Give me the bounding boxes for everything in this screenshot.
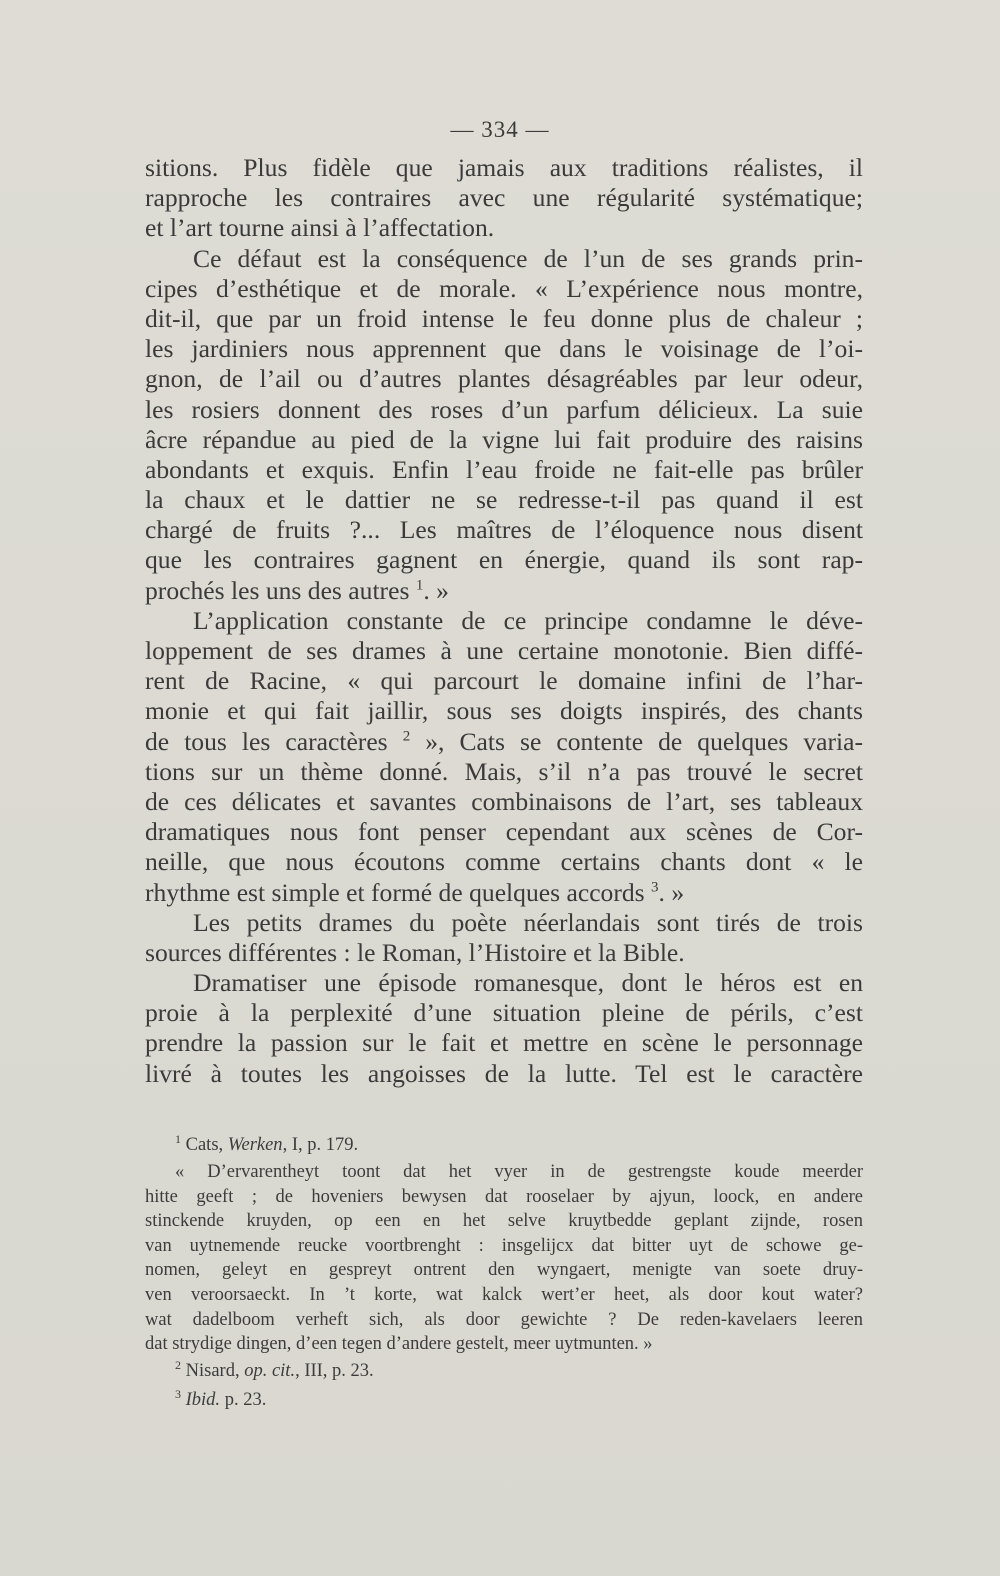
body-line: et l’art tourne ainsi à l’affectation. bbox=[145, 213, 495, 243]
footnote-1-quote-line: nomen, geleyt en gespreyt ontrent den wyngaert, menigte van soete druy- bbox=[145, 1260, 863, 1281]
body-line: Les petits drames du poète néerlandais sont tirés de trois bbox=[193, 907, 863, 937]
body-line-text: rhythme est simple et formé de quelques accords bbox=[145, 877, 645, 907]
body-line: de ces délicates et savantes combinaisons de l’art, ses tableaux bbox=[145, 786, 863, 816]
footnote-1-quote-line: wat dadelboom verheft sich, als door gewichte ? De reden-kavelaers leeren bbox=[145, 1309, 863, 1330]
body-line-tail: . » bbox=[658, 877, 685, 907]
body-line: dramatiques nous font penser cependant aux scènes de Cor- bbox=[145, 817, 863, 847]
footnote-1-quote-line: stinckende kruyden, op een en het selve kruytbedde geplant zijnde, rosen bbox=[145, 1211, 863, 1232]
body-line: Ce défaut est la conséquence de l’un de ses grands prin- bbox=[193, 243, 863, 273]
footnote-3-ref: p. 23. bbox=[220, 1389, 267, 1410]
footnote-2-work: op. cit. bbox=[244, 1360, 296, 1381]
body-line: livré à toutes les angoisses de la lutte. Tel est le caractère bbox=[145, 1058, 863, 1088]
body-line-with-footnote bbox=[145, 878, 863, 908]
footnote-3 bbox=[145, 1388, 863, 1415]
body-line-with-footnote bbox=[145, 727, 863, 757]
body-line-text: prochés les uns des autres bbox=[145, 575, 410, 605]
footnote-3-work: Ibid. bbox=[185, 1389, 221, 1410]
body-line: dit-il, que par un froid intense le feu donne plus de chaleur ; bbox=[145, 303, 863, 333]
body-line: L’application constante de ce principe condamne le déve- bbox=[193, 605, 863, 635]
body-line: neille, que nous écoutons comme certains chants dont « le bbox=[145, 847, 863, 877]
body-line: gnon, de l’ail ou d’autres plantes désagréables par leur odeur, bbox=[145, 364, 863, 394]
footnote-1-quote-line: ven veroorsaeckt. In ’t korte, wat kalck wert’er heet, als door kout water? bbox=[145, 1284, 863, 1305]
footnote-1-quote-line: hitte geeft ; de hoveniers bewysen dat rooselaer by ajyun, loock, en andere bbox=[145, 1186, 863, 1207]
footnote-2 bbox=[145, 1359, 863, 1386]
body-line: que les contraires gagnent en énergie, quand ils sont rap- bbox=[145, 545, 863, 575]
body-line: âcre répandue au pied de la vigne lui fait produire des raisins bbox=[145, 424, 863, 454]
body-line: prendre la passion sur le fait et mettre en scène le personnage bbox=[145, 1028, 863, 1058]
footnote-1-quote-line: dat strydige dingen, d’een tegen d’andere gestelt, meer uytmunten. » bbox=[145, 1334, 653, 1355]
body-line-tail: », Cats se contente de quelques varia- bbox=[410, 726, 863, 756]
body-line-with-footnote bbox=[145, 576, 863, 606]
body-line-tail: . » bbox=[423, 575, 449, 605]
body-line: les jardiniers nous apprennent que dans le voisinage de l’oi- bbox=[145, 334, 863, 364]
footnotes bbox=[145, 1133, 863, 1415]
footnote-1-heading bbox=[145, 1133, 863, 1160]
body-line: rapproche les contraires avec une régularité systématique; bbox=[145, 183, 863, 213]
body-line: rent de Racine, « qui parcourt le domaine infini de l’har- bbox=[145, 666, 863, 696]
footnote-ref-3: 3 bbox=[651, 878, 659, 895]
body-line: proie à la perplexité d’une situation pleine de périls, c’est bbox=[145, 998, 863, 1028]
footnote-2-author: Nisard, bbox=[185, 1360, 245, 1381]
footnote-1-author: Cats, bbox=[185, 1135, 228, 1155]
footnote-1-quote-line: van uytnemende reucke voortbrenght : insgelijcx dat bitter uyt de schowe ge- bbox=[145, 1235, 863, 1256]
footnote-1-marker: 1 bbox=[175, 1131, 181, 1146]
footnote-2-marker: 2 bbox=[175, 1357, 181, 1372]
body-line: Dramatiser une épisode romanesque, dont le héros est en bbox=[193, 968, 863, 998]
body-line: loppement de ses drames à une certaine monotonie. Bien diffé- bbox=[145, 636, 863, 665]
body-line: tions sur un thème donné. Mais, s’il n’a pas trouvé le secret bbox=[145, 756, 863, 786]
body-line: chargé de fruits ?... Les maîtres de l’éloquence nous disent bbox=[145, 515, 863, 545]
footnote-1-ref: , I, p. 179. bbox=[282, 1135, 359, 1155]
body-line: abondants et exquis. Enfin l’eau froide ne fait-elle pas brûler bbox=[145, 454, 863, 484]
footnote-ref-1: 1 bbox=[415, 577, 424, 594]
body-text bbox=[145, 153, 863, 1089]
body-line-text: de tous les caractères bbox=[145, 726, 388, 756]
footnote-1-quote-line: « D’ervarentheyt toont dat het vyer in de gestrengste koude meerder bbox=[175, 1162, 863, 1182]
body-line: les rosiers donnent des roses d’un parfum délicieux. La suie bbox=[145, 394, 863, 424]
body-line: sources différentes : le Roman, l’Histoire et la Bible. bbox=[145, 937, 685, 967]
body-line: cipes d’esthétique et de morale. « L’expérience nous montre, bbox=[145, 273, 863, 303]
body-line: monie et qui fait jaillir, sous ses doigts inspirés, des chants bbox=[145, 696, 863, 726]
footnote-1-work: Werken bbox=[227, 1135, 283, 1155]
body-line: la chaux et le dattier ne se redresse-t-il pas quand il est bbox=[145, 485, 863, 515]
footnote-3-marker: 3 bbox=[175, 1386, 181, 1401]
footnote-2-ref: , III, p. 23. bbox=[295, 1360, 374, 1381]
body-line: sitions. Plus fidèle que jamais aux traditions réalistes, il bbox=[145, 153, 863, 182]
page-number: — 334 — bbox=[450, 117, 550, 142]
footnote-ref-2: 2 bbox=[402, 728, 411, 745]
